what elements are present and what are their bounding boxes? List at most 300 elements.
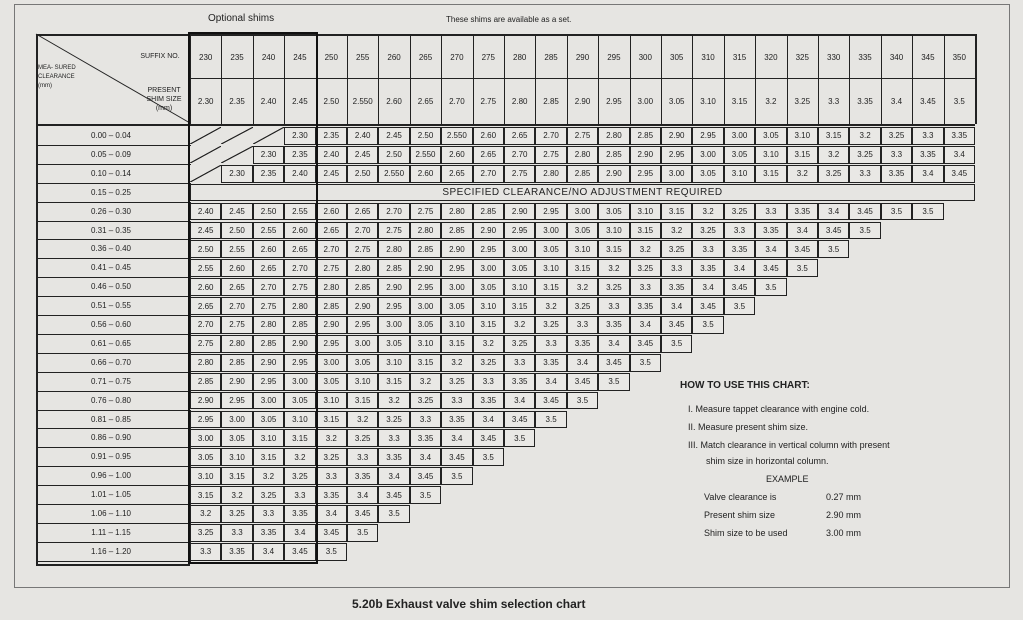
shim-value-cell: 3.00	[347, 335, 378, 353]
shim-value-cell: 3.25	[473, 354, 504, 372]
shim-value-cell: 3.4	[473, 411, 504, 429]
shim-value-cell: 3.2	[787, 165, 818, 183]
suffix-cell: 290	[575, 52, 590, 62]
shim-value-cell: 3.15	[535, 278, 566, 296]
shim-value-cell: 3.00	[567, 203, 598, 221]
shim-value-cell: 3.4	[598, 335, 629, 353]
shim-value-cell: 3.2	[410, 373, 441, 391]
shim-value-cell: 2.90	[504, 203, 535, 221]
shim-value-cell: 3.05	[284, 392, 315, 410]
shim-value-cell: 3.4	[755, 240, 786, 258]
shim-value-cell: 2.85	[221, 354, 252, 372]
shim-value-cell: 3.05	[724, 146, 755, 164]
suffix-label: SUFFIX NO.	[140, 53, 180, 60]
shim-value-cell: 3.3	[284, 486, 315, 504]
shim-value-cell: 2.90	[441, 240, 472, 258]
shim-value-cell: 2.90	[253, 354, 284, 372]
shim-value-cell: 2.80	[567, 146, 598, 164]
clearance-row-label: 0.05 – 0.09	[90, 149, 132, 159]
shim-value-cell: 3.3	[347, 448, 378, 466]
suffix-cell: 340	[889, 52, 904, 62]
shim-value-cell: 2.60	[316, 203, 347, 221]
shim-value-cell: 3.3	[755, 203, 786, 221]
suffix-cell: 330	[827, 52, 841, 62]
shim-value-cell: 3.2	[661, 222, 692, 240]
shim-value-cell: 2.50	[347, 165, 378, 183]
shim-value-cell: 2.70	[504, 146, 535, 164]
shim-value-cell: 3.45	[347, 505, 378, 523]
shim-value-cell: 3.4	[410, 448, 441, 466]
shim-value-cell: 3.3	[661, 259, 692, 277]
shim-value-cell: 3.45	[535, 392, 566, 410]
shim-value-cell: 3.00	[190, 429, 221, 447]
shim-value-cell: 2.85	[253, 335, 284, 353]
shim-value-cell: 3.5	[473, 448, 504, 466]
clearance-row-label: 1.06 – 1.10	[90, 509, 132, 518]
shim-value-cell: 2.90	[284, 335, 315, 353]
shim-value-cell: 2.95	[253, 373, 284, 391]
row-divider	[36, 485, 191, 486]
shim-value-cell: 3.4	[724, 259, 755, 277]
row-divider	[36, 372, 191, 373]
shim-value-cell: 3.15	[284, 429, 315, 447]
shim-value-cell: 2.75	[253, 297, 284, 315]
suffix-cell: 305	[670, 52, 684, 62]
shim-value-cell: 2.90	[598, 165, 629, 183]
shim-value-cell: 2.70	[316, 240, 347, 258]
suffix-cell: 345	[921, 52, 935, 62]
shim-value-cell: 3.35	[724, 240, 755, 258]
shim-value-cell: 3.35	[567, 335, 598, 353]
shim-value-cell: 3.35	[598, 316, 629, 334]
shim-value-cell: 3.2	[316, 429, 347, 447]
row-divider	[36, 542, 191, 543]
shim-value-cell: 2.60	[284, 222, 315, 240]
shim-value-cell: 3.45	[661, 316, 692, 334]
shim-value-cell: 3.5	[912, 203, 943, 221]
shim-value-cell: 3.05	[378, 335, 409, 353]
shim-value-cell: 3.35	[630, 297, 661, 315]
shim-value-cell: 3.05	[598, 203, 629, 221]
clearance-row-label: 0.00 – 0.04	[90, 131, 132, 140]
clearance-row-label: 0.76 – 0.80	[90, 395, 132, 405]
shim-value-cell: 3.00	[253, 392, 284, 410]
shim-value-cell: 3.10	[755, 146, 786, 164]
shim-value-cell: 3.3	[598, 297, 629, 315]
size-cell: 2.30	[197, 96, 214, 106]
shim-value-cell: 3.10	[378, 354, 409, 372]
shim-value-cell: 3.3	[378, 429, 409, 447]
shim-value-cell: 2.65	[221, 278, 252, 296]
shim-value-cell: 2.85	[316, 297, 347, 315]
suffix-cell: 310	[701, 52, 715, 62]
shim-value-cell: 3.05	[316, 373, 347, 391]
shim-value-cell: 2.90	[190, 392, 221, 410]
measured-clearance-label: MEA- SURED CLEARANCE (mm)	[38, 65, 76, 89]
shim-value-cell: 2.95	[378, 297, 409, 315]
shim-value-cell: 2.65	[253, 259, 284, 277]
size-cell: 2.35	[229, 96, 245, 106]
shim-value-cell: 2.80	[535, 165, 566, 183]
clearance-row-label: 0.31 – 0.35	[90, 225, 132, 235]
shim-value-cell: 3.35	[787, 203, 818, 221]
example-1-value: 0.27 mm	[826, 492, 862, 502]
shim-value-cell: 2.75	[316, 259, 347, 277]
shim-value-cell: 3.35	[912, 146, 943, 164]
shim-value-cell: 2.75	[504, 165, 535, 183]
shim-value-cell: 3.35	[347, 467, 378, 485]
shim-value-cell: 2.95	[630, 165, 661, 183]
suffix-cell: 230	[199, 52, 213, 62]
shim-value-cell: 3.5	[567, 392, 598, 410]
shim-value-cell: 2.60	[253, 240, 284, 258]
shim-value-cell: 3.25	[347, 429, 378, 447]
shim-value-cell: 3.45	[504, 411, 535, 429]
suffix-cell: 265	[418, 52, 433, 62]
suffix-cell: 255	[356, 52, 370, 62]
shim-value-cell: 3.10	[473, 297, 504, 315]
shim-value-cell: 3.00	[724, 127, 755, 145]
shim-value-cell: 2.85	[347, 278, 378, 296]
shim-value-cell: 3.4	[504, 392, 535, 410]
shim-value-cell: 3.5	[598, 373, 629, 391]
shim-value-cell: 2.75	[347, 240, 378, 258]
shim-value-cell: 3.10	[535, 259, 566, 277]
shim-value-cell: 2.90	[347, 297, 378, 315]
shim-value-cell: 3.5	[378, 505, 409, 523]
shim-value-cell: 2.80	[598, 127, 629, 145]
shim-value-cell: 3.25	[504, 335, 535, 353]
row-divider	[36, 202, 191, 203]
size-cell: 3.15	[731, 96, 748, 106]
shim-value-cell: 3.25	[410, 392, 441, 410]
row-divider	[36, 277, 191, 278]
size-cell: 2.85	[543, 96, 559, 106]
shim-value-cell: 2.60	[473, 127, 504, 145]
shim-value-cell: 2.60	[441, 146, 472, 164]
shim-value-cell: 3.00	[441, 278, 472, 296]
shim-value-cell: 2.55	[221, 240, 252, 258]
shim-value-cell: 2.75	[535, 146, 566, 164]
shim-value-cell: 3.2	[378, 392, 409, 410]
shim-value-cell: 3.4	[661, 297, 692, 315]
shim-value-cell: 2.85	[410, 240, 441, 258]
shim-value-cell: 2.50	[190, 240, 221, 258]
suffix-cell: 315	[732, 52, 747, 62]
shim-value-cell: 3.3	[253, 505, 284, 523]
shim-value-cell: 3.10	[441, 316, 472, 334]
shim-value-cell: 3.2	[630, 240, 661, 258]
shim-value-cell: 2.40	[316, 146, 347, 164]
shim-value-cell: 3.5	[849, 222, 880, 240]
shim-value-cell: 3.4	[378, 467, 409, 485]
shim-value-cell: 3.25	[190, 524, 221, 542]
shim-value-cell: 3.4	[818, 203, 849, 221]
shim-value-cell: 3.10	[284, 411, 315, 429]
size-cell: 3.5	[953, 96, 965, 106]
shim-value-cell: 3.25	[284, 467, 315, 485]
shim-value-cell: 3.25	[724, 203, 755, 221]
howto-step-2: II. Measure present shim size.	[688, 422, 809, 432]
label-col-left-border	[36, 124, 38, 564]
shim-value-cell: 2.45	[316, 165, 347, 183]
shim-value-cell: 3.25	[630, 259, 661, 277]
shim-value-cell: 2.75	[410, 203, 441, 221]
row-divider	[36, 447, 191, 448]
example-3-label: Shim size to be used	[704, 528, 788, 538]
suffix-cell: 335	[858, 52, 872, 62]
size-cell: 3.2	[765, 96, 777, 106]
size-cell: 3.05	[668, 96, 685, 106]
shim-value-cell: 2.85	[598, 146, 629, 164]
shim-value-cell: 2.50	[253, 203, 284, 221]
specified-clearance-banner: SPECIFIED CLEARANCE/NO ADJUSTMENT REQUIRED	[190, 184, 975, 201]
shim-value-cell: 2.45	[190, 222, 221, 240]
shim-value-cell: 3.05	[535, 240, 566, 258]
row-divider	[36, 523, 191, 524]
shim-value-cell: 2.65	[473, 146, 504, 164]
size-cell: 3.25	[794, 96, 811, 106]
shim-value-cell: 2.80	[253, 316, 284, 334]
clearance-row-label: 0.71 – 0.75	[90, 376, 132, 386]
clearance-row-label: 1.16 – 1.20	[90, 546, 132, 556]
shim-value-cell: 3.35	[692, 259, 723, 277]
shim-value-cell: 2.40	[190, 203, 221, 221]
shim-value-cell: 3.10	[787, 127, 818, 145]
shim-value-cell: 2.85	[441, 222, 472, 240]
shim-value-cell: 2.80	[190, 354, 221, 372]
shim-value-cell: 3.25	[661, 240, 692, 258]
shim-value-cell: 3.10	[567, 240, 598, 258]
optional-shims-box	[188, 32, 318, 564]
shim-value-cell: 2.70	[535, 127, 566, 145]
row-divider	[36, 391, 191, 392]
shim-value-cell: 2.95	[316, 335, 347, 353]
size-cell: 2.95	[606, 96, 622, 106]
shim-value-cell: 3.25	[818, 165, 849, 183]
shim-value-cell: 3.2	[849, 127, 880, 145]
shim-value-cell: 3.2	[347, 411, 378, 429]
shim-value-cell: 3.2	[221, 486, 252, 504]
example-title: EXAMPLE	[766, 474, 809, 484]
row-divider	[36, 296, 191, 297]
shim-value-cell: 2.65	[190, 297, 221, 315]
shim-value-cell: 3.15	[378, 373, 409, 391]
size-cell: 3.45	[920, 96, 936, 106]
size-cell: 3.10	[700, 96, 716, 106]
example-1-label: Valve clearance is	[704, 492, 777, 502]
shim-value-cell: 2.50	[221, 222, 252, 240]
shim-value-cell: 3.45	[598, 354, 629, 372]
shim-value-cell: 3.3	[692, 240, 723, 258]
shim-value-cell: 3.45	[410, 467, 441, 485]
shim-value-cell: 2.55	[253, 222, 284, 240]
shim-value-cell: 3.2	[818, 146, 849, 164]
shim-value-cell: 2.80	[441, 203, 472, 221]
shim-value-cell: 3.5	[441, 467, 472, 485]
shim-value-cell: 3.15	[441, 335, 472, 353]
shim-value-cell: 2.95	[441, 259, 472, 277]
size-cell: 3.3	[828, 96, 840, 106]
shim-value-cell: 3.5	[316, 543, 347, 561]
suffix-cell: 250	[324, 52, 338, 62]
shim-value-cell: 2.30	[221, 165, 252, 183]
shim-value-cell: 3.2	[567, 278, 598, 296]
shim-value-cell: 3.2	[692, 203, 723, 221]
shim-value-cell: 2.60	[190, 278, 221, 296]
shim-value-cell: 3.5	[755, 278, 786, 296]
shim-value-cell: 2.65	[284, 240, 315, 258]
shim-value-cell: 2.85	[190, 373, 221, 391]
clearance-row-label: 1.11 – 1.15	[91, 527, 131, 537]
shim-value-cell: 3.00	[473, 259, 504, 277]
shim-value-cell: 3.35	[661, 278, 692, 296]
shim-value-cell: 3.5	[504, 429, 535, 447]
shim-value-cell: 2.95	[284, 354, 315, 372]
shim-value-cell: 2.95	[473, 240, 504, 258]
shim-value-cell: 3.2	[473, 335, 504, 353]
row-divider	[36, 239, 191, 240]
size-cell: 2.50	[323, 96, 340, 106]
shim-value-cell: 3.5	[881, 203, 912, 221]
shim-value-cell: 2.80	[378, 240, 409, 258]
shim-value-cell: 3.05	[410, 316, 441, 334]
shim-value-cell: 2.40	[347, 127, 378, 145]
shim-value-cell: 3.5	[692, 316, 723, 334]
shim-value-cell: 3.2	[504, 316, 535, 334]
shim-value-cell: 3.3	[535, 335, 566, 353]
shim-value-cell: 2.85	[378, 259, 409, 277]
shim-value-cell: 3.5	[818, 240, 849, 258]
shim-value-cell: 3.4	[692, 278, 723, 296]
shim-value-cell: 3.05	[347, 354, 378, 372]
shim-value-cell: 3.3	[473, 373, 504, 391]
shim-value-cell: 3.10	[316, 392, 347, 410]
shim-value-cell: 2.75	[378, 222, 409, 240]
shim-value-cell: 2.70	[284, 259, 315, 277]
row-divider	[36, 428, 191, 429]
shim-value-cell: 3.05	[441, 297, 472, 315]
shim-value-cell: 3.05	[567, 222, 598, 240]
shim-value-cell: 3.15	[598, 240, 629, 258]
shim-value-cell: 2.90	[316, 316, 347, 334]
shim-value-cell: 2.70	[347, 222, 378, 240]
example-2-value: 2.90 mm	[826, 510, 862, 520]
size-cell: 2.90	[574, 96, 591, 106]
shim-value-cell: 3.15	[190, 486, 221, 504]
shim-value-cell: 2.95	[410, 278, 441, 296]
clearance-row-label: 0.86 – 0.90	[90, 433, 132, 443]
shim-value-cell: 3.25	[535, 316, 566, 334]
row-divider	[36, 258, 191, 259]
suffix-cell: 245	[293, 52, 307, 62]
shim-value-cell: 2.95	[190, 411, 221, 429]
shim-value-cell: 3.2	[253, 467, 284, 485]
shim-value-cell: 3.35	[378, 448, 409, 466]
shim-value-cell: 2.50	[410, 127, 441, 145]
shim-value-cell: 3.10	[190, 467, 221, 485]
shim-value-cell: 3.00	[284, 373, 315, 391]
example-3-value: 3.00 mm	[826, 528, 862, 538]
shim-value-cell: 3.2	[598, 259, 629, 277]
shim-value-cell: 3.00	[504, 240, 535, 258]
shim-value-cell: 3.10	[347, 373, 378, 391]
shim-value-cell: 3.15	[661, 203, 692, 221]
clearance-row-label: 0.61 – 0.65	[90, 338, 132, 348]
size-cell: 2.75	[480, 96, 497, 106]
shim-value-cell: 3.10	[598, 222, 629, 240]
suffix-cell: 285	[544, 52, 558, 62]
shim-value-cell: 3.15	[755, 165, 786, 183]
shim-value-cell: 3.2	[284, 448, 315, 466]
shim-value-cell: 2.70	[473, 165, 504, 183]
shim-value-cell: 2.60	[221, 259, 252, 277]
shim-value-cell: 3.45	[441, 448, 472, 466]
shim-value-cell: 3.25	[567, 297, 598, 315]
shim-value-cell: 2.90	[410, 259, 441, 277]
howto-step-1: I. Measure tappet clearance with engine cold.	[688, 404, 870, 414]
shim-value-cell: 3.10	[410, 335, 441, 353]
row-divider	[36, 334, 191, 335]
shim-value-cell: 3.4	[347, 486, 378, 504]
size-cell: 3.4	[890, 96, 903, 106]
shim-value-cell: 2.90	[378, 278, 409, 296]
shim-value-cell: 3.05	[692, 165, 723, 183]
shim-value-cell: 2.75	[284, 278, 315, 296]
shim-value-cell: 3.3	[441, 392, 472, 410]
optional-shims-label: Optional shims	[208, 13, 275, 24]
shim-value-cell: 2.45	[347, 146, 378, 164]
row-divider	[36, 221, 191, 222]
shim-value-cell: 2.45	[221, 203, 252, 221]
shim-value-cell: 3.35	[253, 524, 284, 542]
shim-value-cell: 2.90	[630, 146, 661, 164]
shim-value-cell: 3.00	[692, 146, 723, 164]
example-2-label: Present shim size	[704, 510, 776, 520]
shim-value-cell: 2.55	[284, 203, 315, 221]
shim-value-cell: 3.2	[190, 505, 221, 523]
clearance-row-label: 0.56 – 0.60	[90, 320, 132, 329]
size-cell: 2.60	[386, 96, 402, 106]
suffix-cell: 295	[607, 52, 621, 62]
shim-value-cell: 2.80	[410, 222, 441, 240]
shim-value-cell: 3.5	[787, 259, 818, 277]
suffix-cell: 320	[764, 52, 778, 62]
suffix-cell: 240	[261, 52, 276, 62]
shim-value-cell: 3.5	[724, 297, 755, 315]
shim-value-cell: 2.550	[378, 165, 409, 183]
shim-value-cell: 3.3	[724, 222, 755, 240]
shim-value-cell: 2.65	[504, 127, 535, 145]
clearance-row-label: 0.26 – 0.30	[90, 206, 132, 216]
shim-value-cell: 3.05	[504, 259, 535, 277]
size-cell: 2.40	[260, 96, 277, 106]
shim-value-cell: 3.45	[284, 543, 315, 561]
shim-value-cell: 2.70	[190, 316, 221, 334]
suffix-cell: 235	[230, 52, 244, 62]
shim-value-cell: 3.10	[504, 278, 535, 296]
shim-value-cell: 3.05	[253, 411, 284, 429]
shim-value-cell: 2.90	[661, 127, 692, 145]
shim-value-cell: 3.10	[253, 429, 284, 447]
shim-value-cell: 2.70	[253, 278, 284, 296]
shim-value-cell: 2.80	[284, 297, 315, 315]
shim-value-cell: 2.55	[190, 259, 221, 277]
shim-value-cell: 3.05	[190, 448, 221, 466]
shim-value-cell: 3.3	[881, 146, 912, 164]
shim-value-cell: 3.15	[567, 259, 598, 277]
size-cell: 2.45	[292, 96, 308, 106]
